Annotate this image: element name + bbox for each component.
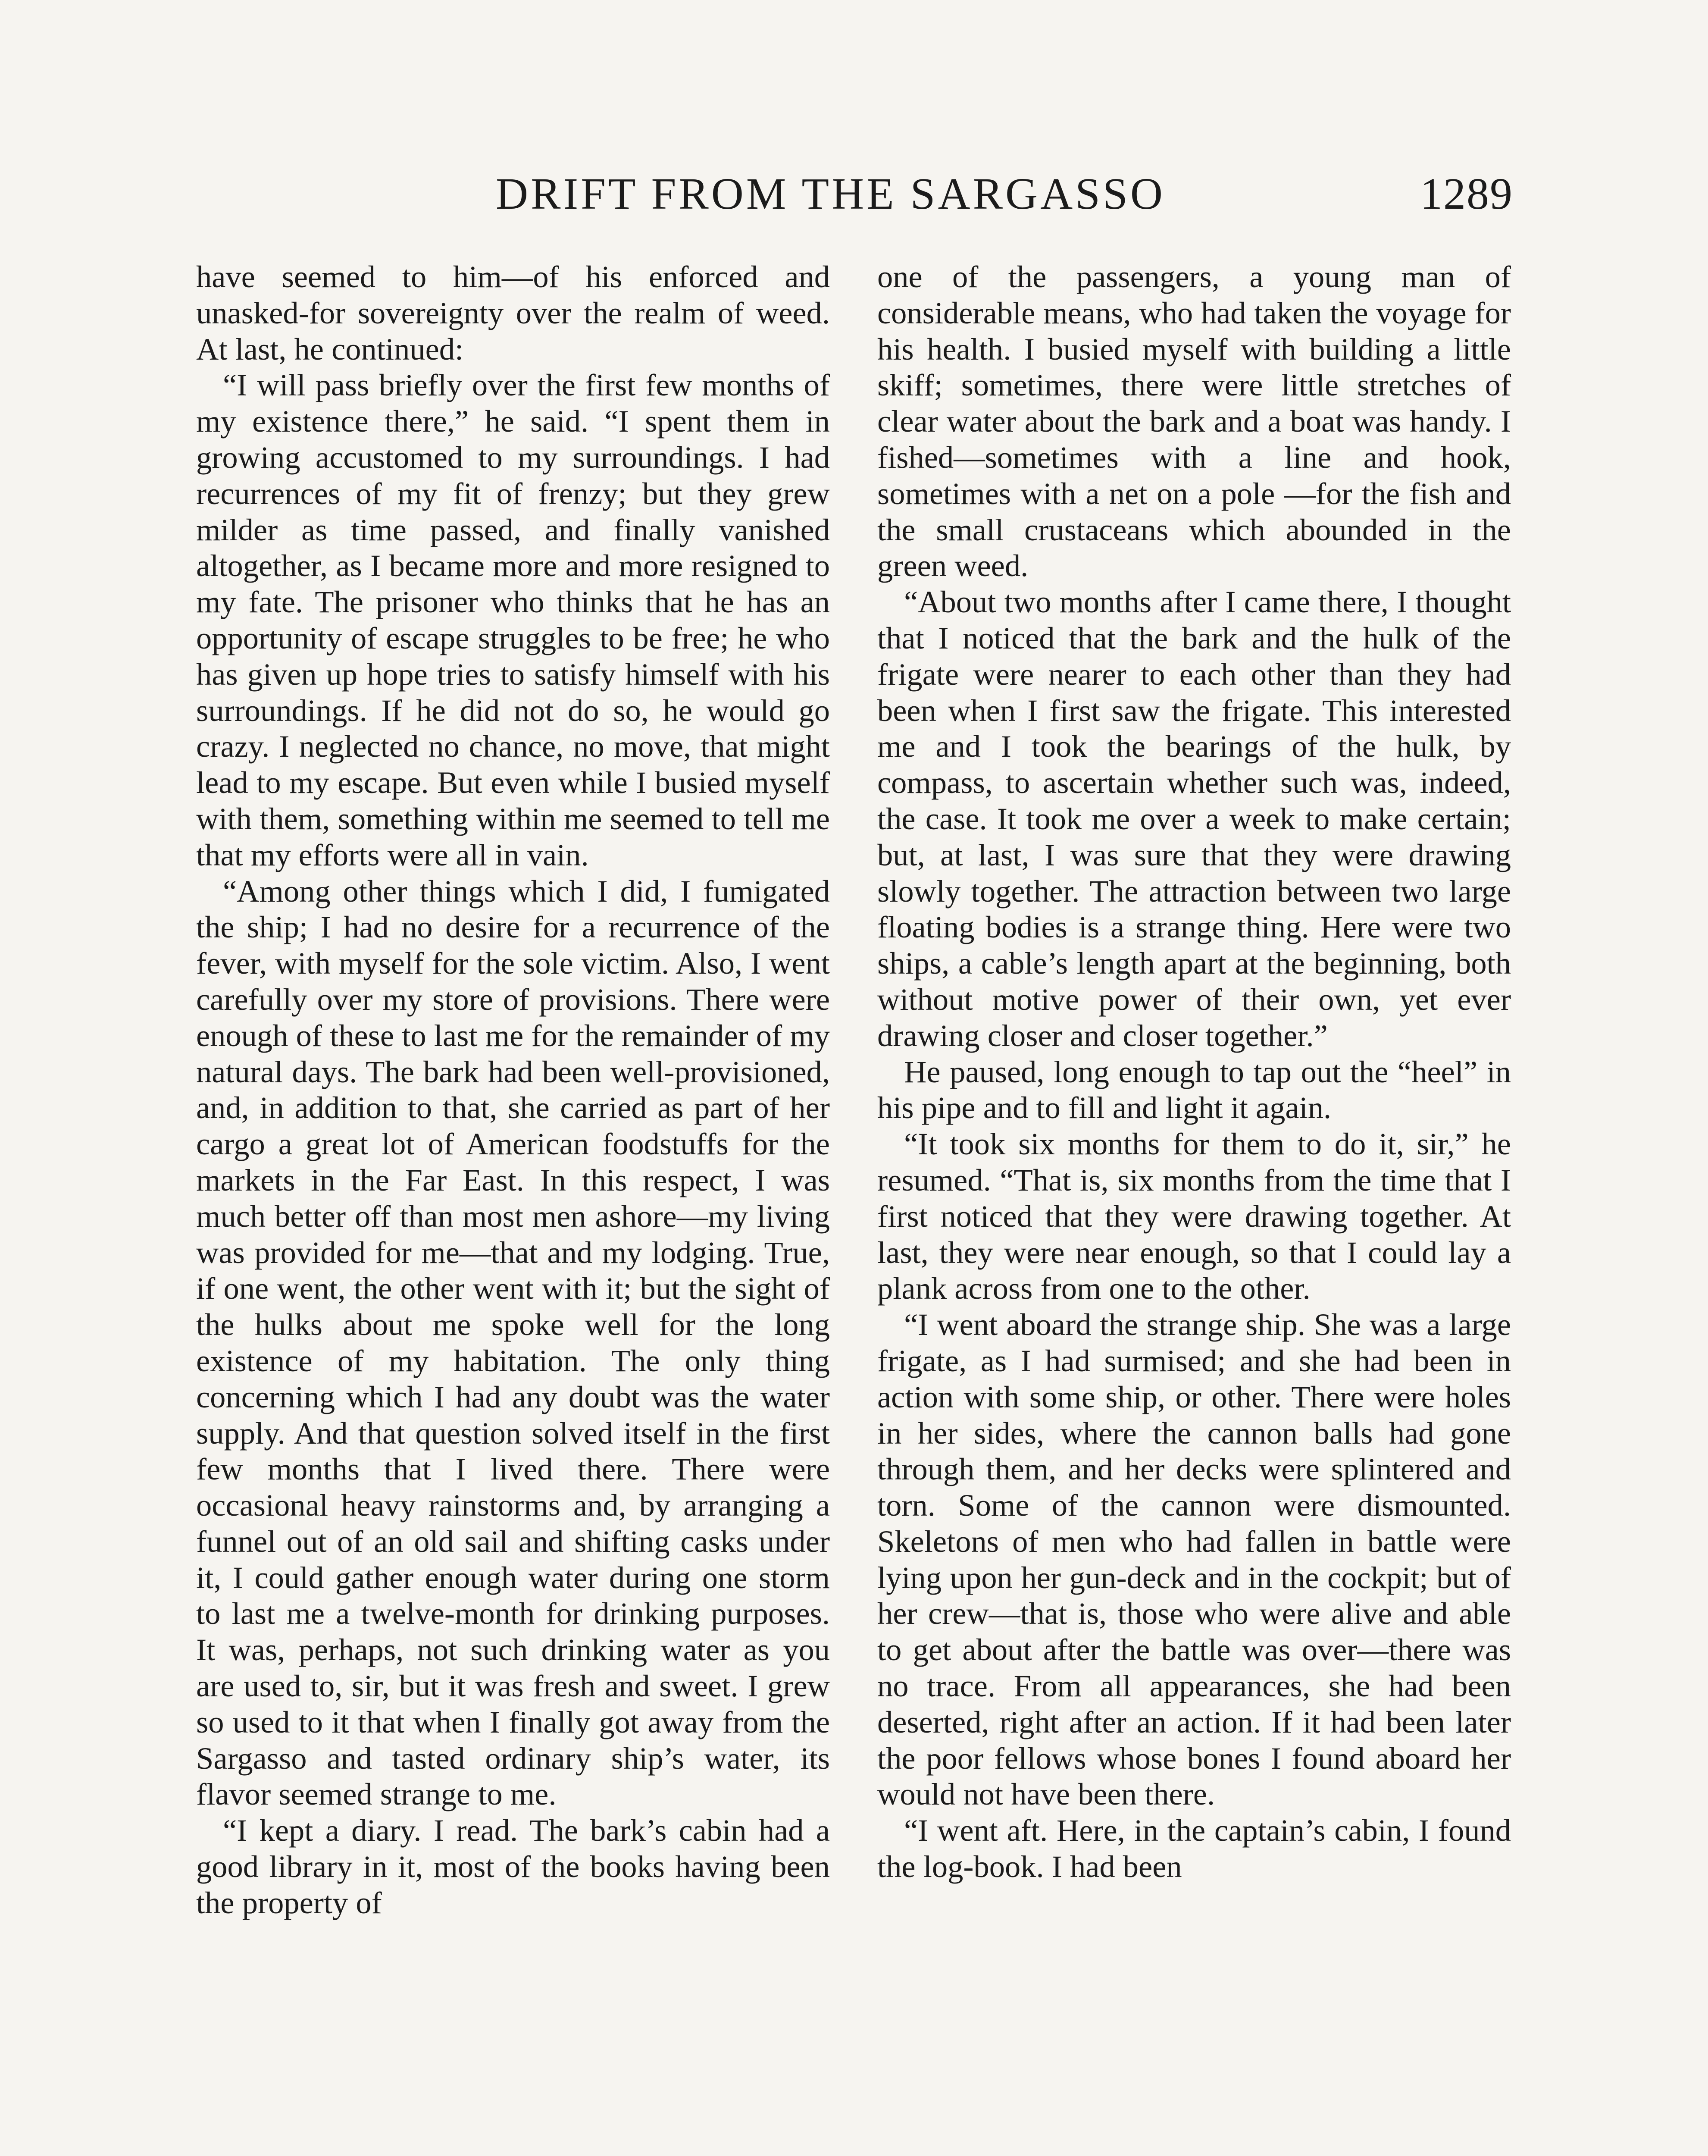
paragraph: “I went aboard the strange ship. She was a large frigate, as I had surmised; and she had been in action with some ship, or other. There were holes in her sides, where the cannon balls had gone through them, and her decks were splintered and torn. Some of the cannon were dismounted. Skeletons of men who had fallen in battle were lying upon her gun-deck and in the cockpit; but of her crew—that is, those who were alive and able to get about after the battle was over—there was no trace. From all appearances, she had been deserted, right after an action. If it had been later the poor fellows whose bones I found aboard her would not have been there. — [877, 1307, 1511, 1812]
paragraph: “It took six months for them to do it, sir,” he resumed. “That is, six months from the time that I first noticed that they were drawing together. At last, they were near enough, so that I could lay a plank across from one to the other. — [877, 1126, 1511, 1306]
paragraph: “About two months after I came there, I thought that I noticed that the bark and the hulk of the frigate were nearer to each other than they had been when I first saw the frigate. This interested me and I took the bearings of the hulk, by compass, to ascertain whether such was, indeed, the case. It took me over a week to make certain; but, at last, I was sure that they were drawing slowly together. The attraction between two large floating bodies is a strange thing. Here were two ships, a cable’s length apart at the beginning, both without motive power of their own, yet ever drawing closer and closer together.” — [877, 584, 1511, 1053]
paragraph: have seemed to him—of his enforced and unasked-for sovereignty over the realm of weed. At last, he continued: — [196, 259, 830, 367]
paragraph: “I kept a diary. I read. The bark’s cabin had a good library in it, most of the books having been the property of — [196, 1813, 830, 1920]
paragraph: He paused, long enough to tap out the “heel” in his pipe and to fill and light it again. — [877, 1054, 1511, 1125]
paragraph: one of the passengers, a young man of considerable means, who had taken the voyage for his health. I busied myself with building a little skiff; sometimes, there were little stretches of clear water about the bark and a boat was handy. I fished—sometimes with a line and hook, sometimes with a net on a pole —for the fish and the small crustaceans which abounded in the green weed. — [877, 259, 1511, 583]
running-head-title: DRIFT FROM THE SARGASSO — [496, 169, 1165, 219]
left-text-column — [196, 259, 830, 2156]
page-number: 1289 — [1420, 169, 1513, 219]
running-head — [496, 168, 1513, 229]
paragraph: “I will pass briefly over the first few months of my existence there,” he said. “I spent them in growing accustomed to my surroundings. I had recurrences of my fit of frenzy; but they grew milder as time passed, and finally vanished altogether, as I became more and more resigned to my fate. The prisoner who thinks that he has an opportunity of escape struggles to be free; he who has given up hope tries to satisfy himself with his surroundings. If he did not do so, he would go crazy. I neglected no chance, no move, that might lead to my escape. But even while I busied myself with them, something within me seemed to tell me that my efforts were all in vain. — [196, 367, 830, 872]
paragraph: “I went aft. Here, in the captain’s cabin, I found the log-book. I had been — [877, 1813, 1511, 1884]
paragraph: “Among other things which I did, I fumigated the ship; I had no desire for a recurrence of the fever, with myself for the sole victim. Also, I went carefully over my store of provisions. There were enough of these to last me for the remainder of my natural days. The bark had been well-provisioned, and, in addition to that, she carried as part of her cargo a great lot of American foodstuffs for the markets in the Far East. In this respect, I was much better off than most men ashore—my living was provided for me—that and my lodging. True, if one went, the other went with it; but the sight of the hulks about me spoke well for the long existence of my habitation. The only thing concerning which I had any doubt was the water supply. And that question solved itself in the first few months that I lived there. There were occasional heavy rainstorms and, by arranging a funnel out of an old sail and shifting casks under it, I could gather enough water during one storm to last me a twelve-month for drinking purposes. It was, perhaps, not such drinking water as you are used to, sir, but it was fresh and sweet. I grew so used to it that when I finally got away from the Sargasso and tasted ordinary ship’s water, its flavor seemed strange to me. — [196, 873, 830, 1812]
right-text-column — [877, 259, 1511, 2156]
